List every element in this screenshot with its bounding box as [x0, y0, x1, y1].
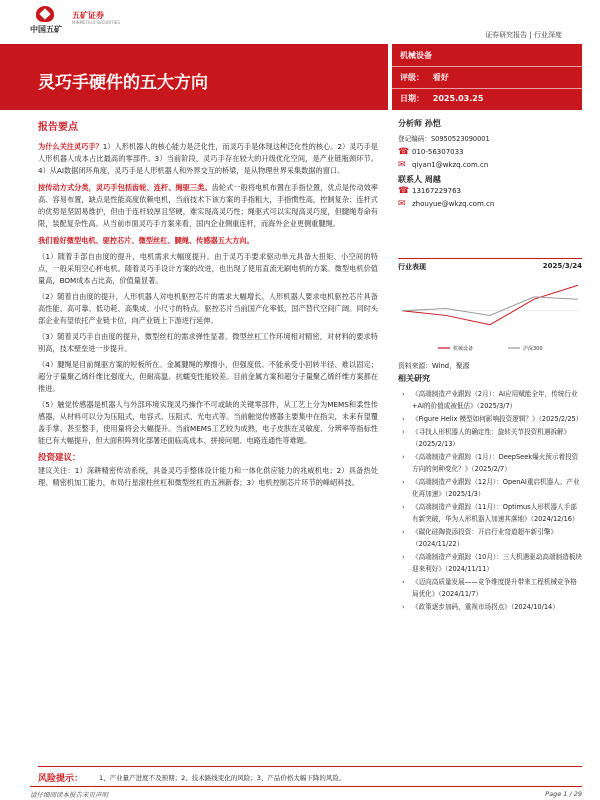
chevron-right-icon: ›: [402, 415, 405, 423]
date-line: [400, 93, 483, 104]
risk-text: 1、产业量产进度不及预期；2、技术路线变化的风险；3、产品价格大幅下降的风险。: [99, 774, 346, 782]
chevron-right-icon: ›: [402, 578, 405, 586]
securities-name: 五矿证券: [72, 11, 104, 20]
date-label: 日期：: [400, 94, 424, 103]
contact-phone: [398, 185, 582, 198]
chevron-right-icon: ›: [402, 453, 405, 461]
chevron-right-icon: ›: [402, 603, 405, 611]
rating-line: [400, 72, 449, 83]
performance-chart-svg: [398, 272, 582, 356]
direction-item-1: （1）随着手部自由度的提升，电机需求大幅度提升。由于灵巧手要求驱动单元具备大扭矩、小空间的特点，一般采用空心杯电机。随着灵巧手设计方案的改进，也出现了使用直流无刷电机的方案。微型电机价值量高，BOM成本占比高，价值量显著。: [38, 252, 378, 285]
para-lead: 按传动方式分类，灵巧手包括齿轮、连杆、绳驱三类。: [38, 183, 212, 192]
rating-value: 看好: [432, 73, 449, 82]
related-item[interactable]: [398, 576, 582, 600]
direction-item-5: （5）触觉传感器是机器人与外部环境实现灵巧操作不可或缺的关键零部件，从工艺上分为MEMS和柔性传感器，从材料可以分为压阻式、电容式、压阻式、光电式等。当前触觉传感器主要集中在指尖，未来有望覆盖手掌、甚至整手，使用量将会大幅提升。当前MEMS工艺较为成熟，电子皮肤在灵敏度、分辨率等指标性能已有大幅提升，但大面积阵列化部署还面临高成本、拼接问题、电路连通性等难题。: [38, 400, 378, 445]
legend-label: 机械设备: [453, 346, 474, 352]
para-lead: 为什么关注灵巧手？: [38, 142, 103, 151]
para-body: 齿轮式一般将电机布置在手指位置，优点是传动效率高、容易布置，缺点是性能高度依赖电机，当前技术下该方案的手指粗大，手指惯性高，控制复杂；连杆式的优势是坚固易维护，但由于连杆较厚且坚硬，难实现高灵巧性；绳驱式可以实现高灵巧度，但腱绳寿命有限，装配复杂性高。从当前市面灵巧手方案来看，国内企业侧重连杆，而海外企业更侧重腱绳。: [38, 183, 378, 228]
related-link[interactable]: 《高端制造产业跟踪（12月）：OpenAI重启机器人、产业化再加速》（2025/1/3）: [412, 478, 580, 498]
direction-item-2: （2）随着自由度的提升，人形机器人对电机驱控芯片的需求大幅增长。人形机器人要求电机驱控芯片具备高性能、高可靠、低功耗、高集成、小尺寸的特点。驱控芯片当前国产化率低，国产替代空间广阔。同时头部企业有望依托产业链卡位，向产业链上下游进行延伸。: [38, 292, 378, 325]
title-banner: [0, 44, 388, 110]
related-title: 相关研究: [398, 374, 430, 383]
analyst-email[interactable]: [398, 159, 582, 172]
related-list: [398, 388, 582, 613]
related-item[interactable]: [398, 426, 582, 450]
related-item[interactable]: [398, 413, 582, 425]
page-number: Page 1 / 29: [545, 790, 582, 798]
divider: [392, 88, 582, 89]
page-footer: [30, 786, 582, 799]
related-link[interactable]: 《迈向高质量发展——竞争维度提升带来工程机械竞争格局优化》（2024/11/7）: [412, 578, 577, 598]
para-body: 1）人形机器人的核心能力是泛化性，而灵巧手是体现这种泛化性的核心。2）灵巧手是人形机器人成本占比最高的零部件。3）当前阶段，灵巧手存在较大的升级优化空间，是产业链瓶颈环节。4）从AI数据闭环角度，灵巧手是人形机器人和外界交互的桥梁，是从物理世界采集数据的窗口。: [38, 142, 378, 175]
related-link[interactable]: 《碳化硅陶瓷添投资：开启行业弯道超车新引擎》（2024/11/22）: [412, 528, 558, 548]
related-item[interactable]: [398, 451, 582, 475]
contact-title: 联系人 周越: [398, 175, 441, 184]
chart-title: 行业表现: [398, 263, 426, 271]
phone-text: 13167229763: [412, 187, 461, 195]
rating-label: 评级：: [400, 73, 424, 82]
company-name: 中国五矿: [30, 25, 62, 34]
summary-paragraph-2: [38, 182, 378, 230]
email-text[interactable]: zhouyue@wkzq.com.cn: [412, 200, 495, 208]
series-line-1: [402, 285, 578, 324]
disclaimer-note: 请仔细阅读本报告末页声明: [30, 791, 108, 799]
legend-label: 沪深300: [523, 346, 543, 352]
related-item[interactable]: [398, 551, 582, 575]
chevron-right-icon: ›: [402, 528, 405, 536]
related-research: [398, 373, 582, 614]
related-link[interactable]: 《高端制造产业跟踪（10月）：三大机遇驱动高端制造板块迎来利好》（2024/11/11）: [412, 553, 582, 573]
related-item[interactable]: [398, 601, 582, 613]
risk-warning: [38, 766, 582, 784]
chart-date: 2025/3/24: [542, 262, 582, 270]
related-link[interactable]: 《Figure Helix 模型如何影响投资逻辑？》（2025/2/25）: [412, 415, 583, 423]
rating-box: [392, 44, 582, 110]
para-lead: 我们看好微型电机、驱控芯片、微型丝杠、腱绳、传感器五大方向。: [38, 236, 254, 245]
chevron-right-icon: ›: [402, 428, 405, 436]
summary-column: [38, 118, 378, 489]
mail-icon: ✉: [398, 160, 406, 170]
series-line-2: [402, 297, 578, 316]
related-link[interactable]: 《寻找人形机器人的确定性：旋转关节投资机遇拆解》（2025/2/13）: [412, 428, 571, 448]
chevron-right-icon: ›: [402, 478, 405, 486]
invest-body: 建议关注：1）深耕精密传动系统，具备灵巧手整体设计能力和一体化供应能力的兆威机电；2）具备热处理、精密机加工能力，布局行星滚柱丝杠和微型丝杠的五洲新春；3）电机控制芯片环节的峰岹科技。: [38, 466, 378, 487]
phone-icon: ☎: [398, 147, 410, 157]
direction-item-4: （4）腱绳是目前绳驱方案的短板所在。金属腱绳的摩擦小，但强度低、不能承受小回转半径、难以固定；超分子量聚乙烯纤维比强度大，但耐高温、抗蠕变性能较差。目前金属方案和超分子量聚乙烯纤维方案都在推进。: [38, 360, 378, 393]
chevron-right-icon: ›: [402, 503, 405, 511]
related-link[interactable]: 《高端制造产业跟踪（2月）：AI应用赋能全年，传统行业+AI的价值或被低估》（2025/3/7）: [412, 390, 578, 410]
page-header: [0, 0, 600, 44]
report-type: 证券研究报告 | 行业深度: [485, 31, 562, 39]
analyst-reg: 登记编码：S0950523090001: [398, 135, 490, 143]
invest-title: 投资建议：: [38, 453, 81, 463]
email-text[interactable]: qiyan1@wkzq.com.cn: [412, 161, 489, 169]
summary-paragraph-3: [38, 235, 378, 247]
direction-item-3: （3）随着灵巧手自由度的提升，微型丝杠的需求弹性显著。微型丝杠工作环境相对精密，对材料的要求特别高，技术壁垒进一步提升。: [38, 332, 378, 353]
phone-text: 010-56307033: [412, 148, 464, 156]
analyst-title: 分析师 孙恺: [398, 119, 441, 128]
summary-title: 报告要点: [38, 122, 78, 133]
related-item[interactable]: [398, 501, 582, 525]
phone-icon: ☎: [398, 186, 410, 196]
industry-performance-chart: [398, 258, 582, 356]
summary-paragraph-1: [38, 141, 378, 177]
related-link[interactable]: 《政策逐步加码，重视市场拐点》（2024/10/14）: [412, 603, 559, 611]
chevron-right-icon: ›: [402, 553, 405, 561]
related-item[interactable]: [398, 388, 582, 412]
risk-label: 风险提示：: [38, 774, 84, 784]
related-item[interactable]: [398, 476, 582, 500]
analyst-panel: [398, 118, 582, 211]
contact-email[interactable]: [398, 198, 582, 211]
chart-source: 资料来源：Wind，聚源: [398, 362, 470, 370]
related-link[interactable]: 《高端制造产业跟踪（1月）：DeepSeek爆火预示着投资方向的何种变化？》（2025/2/7）: [412, 453, 579, 473]
analyst-phone: [398, 146, 582, 159]
mail-icon: ✉: [398, 199, 406, 209]
related-link[interactable]: 《高端制造产业跟踪（11月）：Optimus人形机器人手部有新突破，华为人形机器人加速其落地》（2024/12/16）: [412, 503, 579, 523]
report-title: 灵巧手硬件的五大方向: [38, 73, 208, 93]
chevron-right-icon: ›: [402, 390, 405, 398]
securities-name-en: MINMETALS SECURITIES: [72, 20, 120, 25]
related-item[interactable]: [398, 526, 582, 550]
divider: [392, 66, 582, 67]
date-value: 2025.03.25: [432, 94, 484, 103]
minmetals-logo-icon: [36, 6, 54, 22]
industry-name: 机械设备: [400, 51, 432, 60]
